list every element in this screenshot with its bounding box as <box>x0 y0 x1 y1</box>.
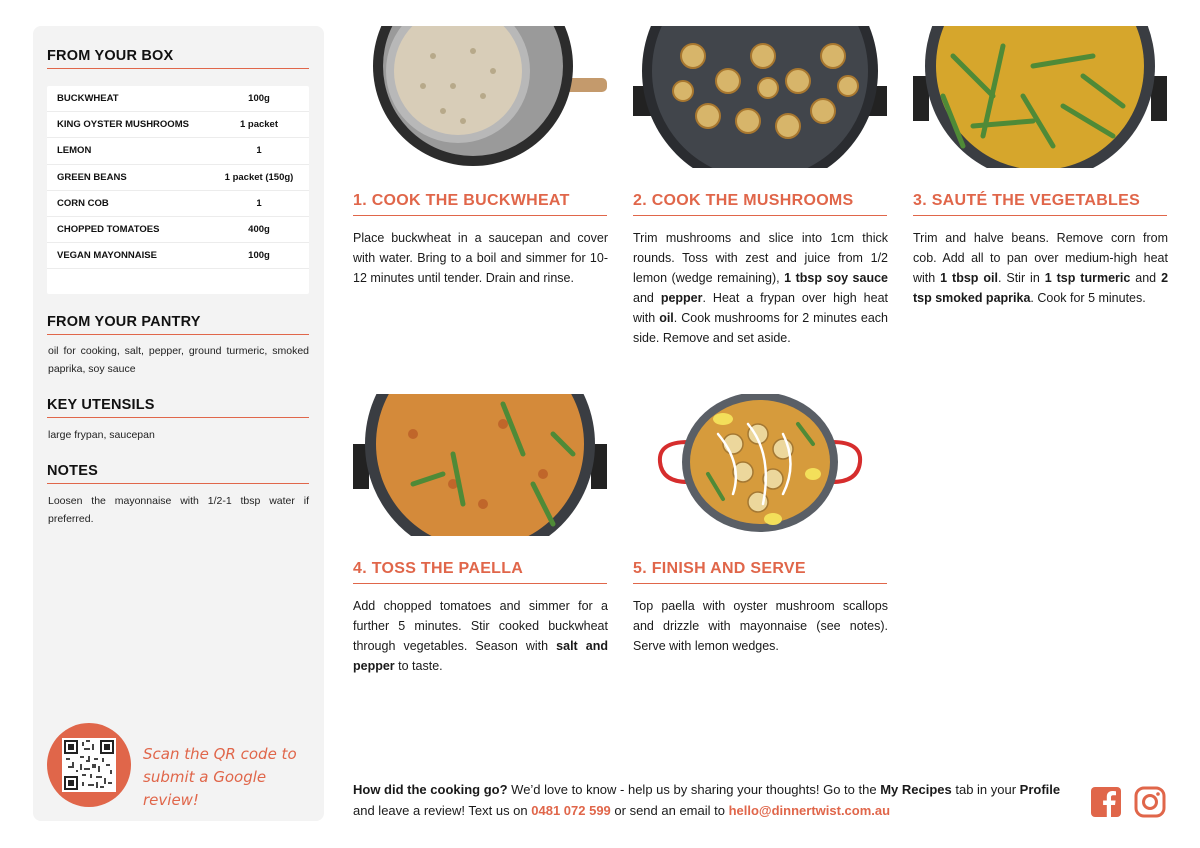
ingredient-qty: 1 packet (150g) <box>224 171 294 183</box>
footer-lead: How did the cooking go? <box>353 782 508 797</box>
step-2-image <box>633 26 887 168</box>
step-text-bold: salt and pepper <box>353 639 608 673</box>
qr-badge <box>47 723 131 807</box>
step-1-title: 1. COOK THE BUCKWHEAT <box>353 192 607 216</box>
step-5-image <box>633 394 887 536</box>
step-4-image <box>353 394 607 536</box>
step-2-title: 2. COOK THE MUSHROOMS <box>633 192 887 216</box>
step-3-image <box>913 26 1167 168</box>
instagram-icon[interactable] <box>1134 786 1166 818</box>
utensils-text: large frypan, saucepan <box>48 429 155 441</box>
ingredient-name: CHOPPED TOMATOES <box>57 224 160 236</box>
step-text: Place buckwheat in a saucepan and cover with water. Bring to a boil and simmer for 10-12 minutes until tender. Drain and rinse. <box>353 231 608 285</box>
step-text: . Cook mushrooms for 2 minutes each side. Remove and set aside. <box>633 311 888 345</box>
step-5-body <box>633 596 888 656</box>
box-ingredients-table <box>47 86 309 294</box>
step-1-image <box>353 26 607 168</box>
step-text-bold: 2 tsp smoked paprika <box>913 271 1169 305</box>
email-link[interactable]: hello@dinnertwist.com.au <box>728 803 891 818</box>
step-3-title: 3. SAUTÉ THE VEGETABLES <box>913 192 1167 216</box>
ingredient-qty: 100g <box>248 93 270 105</box>
step-text-bold: 1 tsp turmeric <box>1044 271 1131 285</box>
box-heading: FROM YOUR BOX <box>47 48 309 69</box>
facebook-icon[interactable] <box>1090 786 1122 818</box>
pantry-heading: FROM YOUR PANTRY <box>47 314 309 335</box>
footer-text: We’d love to know - help us by sharing your thoughts! Go to the <box>507 782 881 797</box>
ingredient-qty: 1 packet <box>239 119 279 131</box>
step-text: and <box>1130 271 1162 285</box>
table-row <box>47 165 309 191</box>
step-4-title: 4. TOSS THE PAELLA <box>353 560 607 584</box>
step-4-body <box>353 596 608 676</box>
ingredient-qty: 1 <box>256 145 262 157</box>
utensils-heading: KEY UTENSILS <box>47 397 309 418</box>
ingredient-qty: 100g <box>248 250 270 262</box>
table-row <box>47 269 309 295</box>
step-3-body <box>913 228 1168 308</box>
table-row <box>47 243 309 269</box>
footer-text: tab in your <box>951 782 1020 797</box>
profile-link[interactable]: Profile <box>1019 782 1061 797</box>
table-row <box>47 112 309 138</box>
ingredient-name: LEMON <box>57 145 92 157</box>
footer-text: and leave a review! Text us on <box>353 803 532 818</box>
step-text: Top paella with oyster mushroom scallops and drizzle with mayonnaise (see notes). Serve with lemon wedges. <box>633 599 888 653</box>
ingredient-name: CORN COB <box>57 197 109 209</box>
ingredient-name: KING OYSTER MUSHROOMS <box>57 119 189 131</box>
ingredient-name: BUCKWHEAT <box>57 93 119 105</box>
my-recipes-link[interactable]: My Recipes <box>880 782 952 797</box>
footer-text: or send an email to <box>610 803 729 818</box>
table-row <box>47 86 309 112</box>
step-text: and <box>633 291 661 305</box>
step-text: . Cook for 5 minutes. <box>1030 291 1146 305</box>
ingredient-name: GREEN BEANS <box>57 171 127 183</box>
table-row <box>47 138 309 164</box>
step-5-title: 5. FINISH AND SERVE <box>633 560 887 584</box>
step-text-bold: 1 tbsp oil <box>940 271 998 285</box>
ingredient-qty: 400g <box>248 224 270 236</box>
step-text-bold: pepper <box>660 291 703 305</box>
step-1-body <box>353 228 608 288</box>
step-2-body <box>633 228 888 348</box>
phone-link[interactable]: 0481 072 599 <box>531 803 611 818</box>
ingredient-name: VEGAN MAYONNAISE <box>57 250 157 262</box>
step-text: . Heat a frypan over high heat with <box>633 291 888 325</box>
step-text: Trim mushrooms and slice into 1cm thick rounds. Toss with zest and juice from 1/2 lemon (wedge remaining), <box>633 231 888 285</box>
step-text-bold: oil <box>659 311 674 325</box>
step-text: . Stir in <box>997 271 1045 285</box>
table-row <box>47 217 309 243</box>
notes-heading: NOTES <box>47 463 309 484</box>
step-text: Trim and halve beans. Remove corn from cob. Add all to pan over medium-high heat with <box>913 231 1168 285</box>
notes-text: Loosen the mayonnaise with 1/2-1 tbsp water if preferred. <box>48 495 309 525</box>
footer-message <box>353 779 1073 821</box>
step-text: to taste. <box>394 659 443 673</box>
table-row <box>47 191 309 217</box>
sidebar <box>33 26 324 821</box>
pantry-text: oil for cooking, salt, pepper, ground turmeric, smoked paprika, soy sauce <box>48 345 309 375</box>
qr-review-note: Scan the QR code to submit a Google review! <box>143 745 297 809</box>
step-text-bold: 1 tbsp soy sauce <box>784 271 888 285</box>
qr-code[interactable] <box>62 738 116 792</box>
step-text: Add chopped tomatoes and simmer for a further 5 minutes. Stir cooked buckwheat through vegetables. Season with <box>353 599 608 653</box>
ingredient-qty: 1 <box>256 197 262 209</box>
